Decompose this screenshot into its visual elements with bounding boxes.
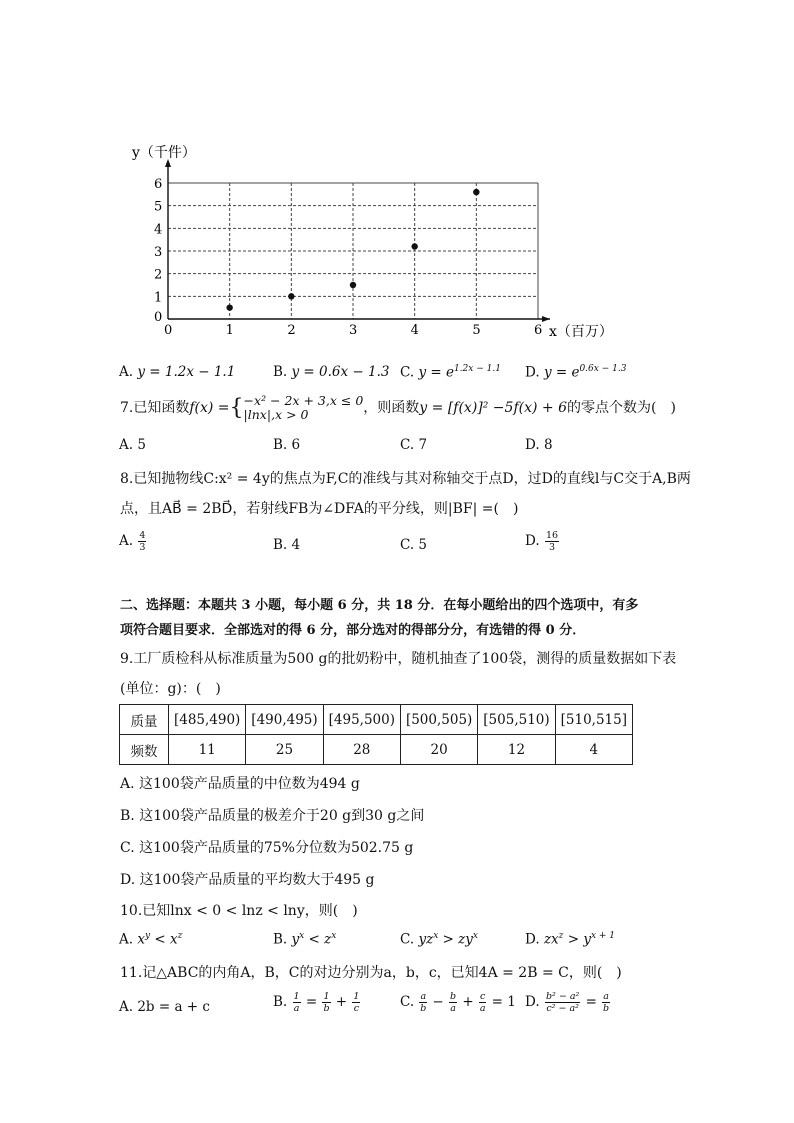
y-tick-label: 5 <box>154 199 163 215</box>
q7-option-d[interactable]: D. 8 <box>525 437 553 453</box>
x-axis-label: x（百万） <box>549 324 613 340</box>
q11-option-b[interactable]: B. $\frac{1}{a}$ = $\frac{1}{b}$ + $\frac{1}{c}$ <box>273 991 360 1014</box>
y-axis-label: y（千件） <box>132 145 196 161</box>
x-tick-label: 1 <box>225 323 234 338</box>
table-cell: [495,500) <box>323 705 400 735</box>
q8-option-b[interactable]: B. 4 <box>273 537 301 553</box>
table-cell: 25 <box>246 735 323 765</box>
q9-stem-line2: (单位：g)：( ) <box>120 681 221 697</box>
section2-instructions-line1: 二、选择题：本题共 3 小题，每小题 6 分，共 18 分．在每小题给出的四个选项中，有多 <box>120 598 639 613</box>
table-cell: 20 <box>400 735 477 765</box>
table-cell: 28 <box>323 735 400 765</box>
y-tick-label: 3 <box>154 245 163 260</box>
x-axis-arrow-icon <box>542 316 550 322</box>
q8-stem-line1: 8.已知抛物线C:x² = 4y的焦点为F,C的准线与其对称轴交于点D，过D的直线l与C交于A,B两 <box>120 471 691 487</box>
q10-stem: 10.已知lnx < 0 < lnz < lny，则( ) <box>120 903 358 919</box>
q8-option-a[interactable]: A. $\frac{4}{3}$ <box>119 530 146 553</box>
table-cell: [505,510) <box>478 705 555 735</box>
q8-option-c[interactable]: C. 5 <box>400 537 428 553</box>
table-cell: 12 <box>478 735 555 765</box>
section2-instructions-line2: 项符合题目要求．全部选对的得 6 分，部分选对的得部分分，有选错的得 0 分． <box>120 623 586 638</box>
y-tick-label: 6 <box>154 177 163 192</box>
table-row <box>120 705 633 735</box>
x-tick-label: 4 <box>410 323 419 338</box>
scatter-chart <box>0 130 794 490</box>
q6-option-b[interactable]: B. y = 0.6x − 1.3 <box>273 364 390 380</box>
q9-option-c[interactable]: C. 这100袋产品质量的75%分位数为502.75 g <box>120 840 414 856</box>
q10-option-a[interactable]: A. $x^y < x^z$ <box>119 931 183 948</box>
x-tick-label: 2 <box>287 323 296 338</box>
q10-option-c[interactable]: C. $yz^x > zy^x$ <box>400 931 478 948</box>
q7-option-b[interactable]: B. 6 <box>273 437 301 453</box>
q8-stem-line2: 点，且AB⃗ = 2BD⃗，若射线FB为∠DFA的平分线，则|BF| =( ) <box>120 501 519 517</box>
y-tick-label: 4 <box>154 222 163 238</box>
q11-option-c[interactable]: C. $\frac{a}{b}$ − $\frac{b}{a}$ + $\frac{c}{a}$ = 1 <box>400 991 516 1014</box>
data-point <box>226 304 232 310</box>
frequency-table <box>119 704 633 765</box>
q6-option-c[interactable]: C. $y = e^{1.2x - 1.1}$ <box>400 364 501 381</box>
q7-stem: 7.已知函数f(x) ={ −x² − 2x + 3,x ≤ 0 |lnx|,x > 0 ，则函数y = [f(x)]² −5f(x) + 6的零点个数为( ) <box>120 393 676 422</box>
table-cell: 11 <box>169 735 246 765</box>
q7-option-a[interactable]: A. 5 <box>119 437 146 453</box>
table-header-cell: 质量 <box>120 705 169 735</box>
q9-option-b[interactable]: B. 这100袋产品质量的极差介于20 g到30 g之间 <box>120 808 425 824</box>
q6-option-a[interactable]: A. y = 1.2x − 1.1 <box>119 364 236 380</box>
table-cell: [490,495) <box>246 705 323 735</box>
q9-option-d[interactable]: D. 这100袋产品质量的平均数大于495 g <box>120 872 375 888</box>
q8-option-d[interactable]: D. $\frac{16}{3}$ <box>525 530 559 553</box>
q10-option-b[interactable]: B. $y^x < z^x$ <box>273 931 337 948</box>
q9-stem-line1: 9.工厂质检科从标准质量为500 g的批奶粉中，随机抽查了100袋，测得的质量数据如下表 <box>120 651 677 667</box>
x-tick-label: 5 <box>472 323 481 338</box>
y-tick-label: 1 <box>154 290 163 306</box>
x-tick-label: 0 <box>164 323 173 338</box>
data-point <box>473 189 479 195</box>
data-point <box>288 293 294 299</box>
q7-option-c[interactable]: C. 7 <box>400 437 428 453</box>
x-tick-label: 6 <box>534 323 543 338</box>
table-row <box>120 735 633 765</box>
x-tick-label: 3 <box>349 323 358 338</box>
table-cell: [485,490) <box>169 705 246 735</box>
q10-option-d[interactable]: D. $zx^z > y^{x + 1}$ <box>525 931 616 948</box>
q11-option-d[interactable]: D. $\frac{\text{b² − a²}}{\text{c² − a²}}$ = $\frac{a}{b}$ <box>525 991 610 1014</box>
y-tick-label: 2 <box>154 267 163 283</box>
table-cell: [500,505) <box>400 705 477 735</box>
table-header-cell: 频数 <box>120 735 169 765</box>
data-point <box>411 243 417 249</box>
table-cell: [510,515] <box>555 705 632 735</box>
table-cell: 4 <box>555 735 632 765</box>
q6-option-d[interactable]: D. $y = e^{0.6x - 1.3}$ <box>525 364 627 381</box>
q9-option-a[interactable]: A. 这100袋产品质量的中位数为494 g <box>120 776 360 792</box>
q11-stem: 11.记△ABC的内角A，B，C的对边分别为a，b，c，已知4A = 2B = C，则( ) <box>120 965 622 981</box>
data-point <box>350 282 356 288</box>
y-tick-label: 0 <box>154 310 163 325</box>
q11-option-a[interactable]: A. 2b = a + c <box>119 999 210 1015</box>
